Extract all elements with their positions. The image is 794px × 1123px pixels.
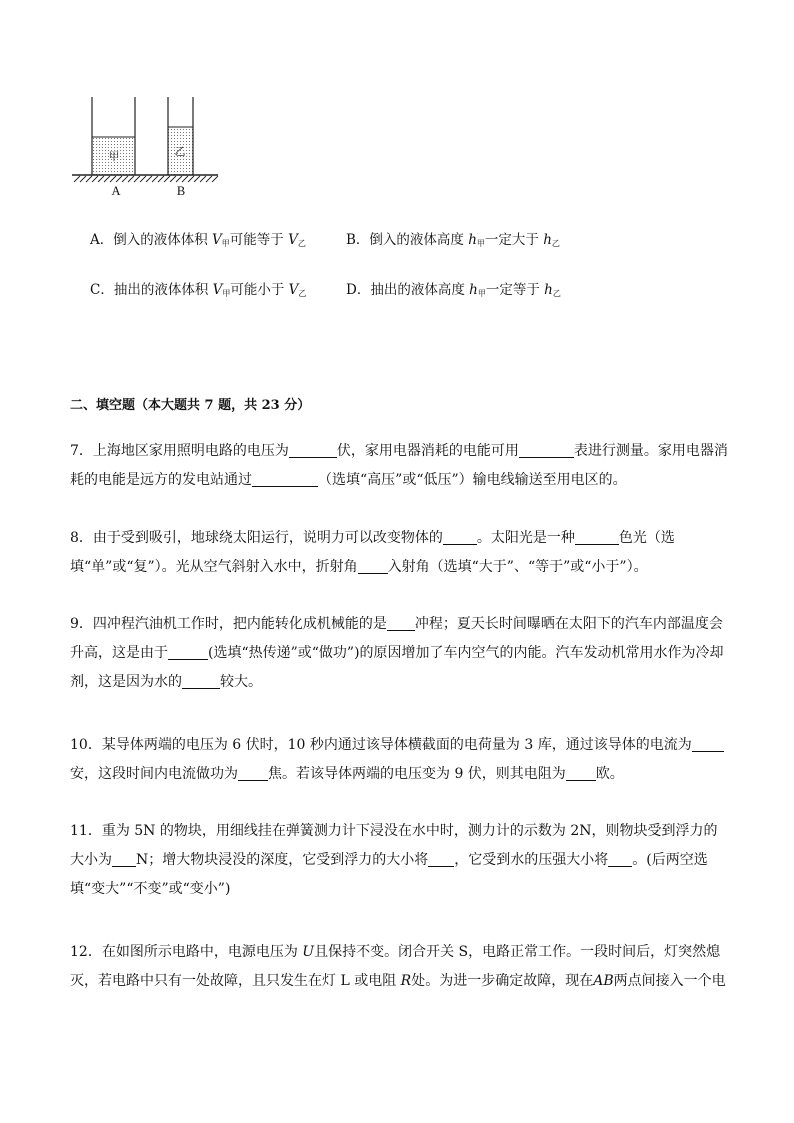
answer-blank[interactable] [575,528,619,545]
answer-blank[interactable] [168,643,208,660]
question-12: 12．在如图所示电路中，电源电压为 U且保持不变。闭合开关 S，电路正常工作。一段时间后，灯突然熄灭，若电路中只有一处故障，且只发生在灯 L 或电阻 R处。为进一步确定故障，现在AB两点间接入一个电 [70,944,726,989]
option-a: A．倒入的液体体积 $V_甲$可能等于 $V_乙$ [90,232,306,248]
answer-blank[interactable] [289,441,337,458]
option-c: C．抽出的液体体积 $V_甲$可能小于 $V_乙$ [90,282,307,298]
question-10: 10．某导体两端的电压为 6 伏时，10 秒内通过该导体横截面的电荷量为 3 库，通过该导体的电流为安，这段时间内电流做功为 焦。若该导体两端的电压变为 9 伏，则其电阻为 欧。 [70,731,730,789]
answer-blank[interactable] [358,557,388,574]
answer-blank[interactable] [608,850,632,867]
answer-blank[interactable] [428,850,454,867]
option-d: D．抽出的液体高度 $h_甲$一定等于 $h_乙$ [346,282,561,298]
answer-blank[interactable] [182,672,220,689]
answer-blank[interactable] [238,764,268,781]
answer-blank[interactable] [112,850,136,867]
section-title: 二、填空题（本大题共 7 题，共 23 分） [70,398,311,413]
containers-figure [68,92,228,202]
question-7: 7．上海地区家用照明电路的电压为 伏，家用电器消耗的电能可用 表进行测量。家用电器消耗的电能是远方的发电站通过 （选填“高压”或“低压”）输电线输送至用电区的。 [70,443,728,488]
answer-blank[interactable] [443,528,477,545]
answer-blank[interactable] [252,470,318,487]
question-11: 11．重为 5N 的物块，用细线挂在弹簧测力计下浸没在水中时，测力计的示数为 2N，则物块受到浮力的大小为 N；增大物块浸没的深度，它受到浮力的大小将 ，它受到水的压强大小将 。(后两空选填“变大”“不变”或“变小”) [70,823,718,897]
question-9: 9．四冲程汽油机工作时，把内能转化成机械能的是 冲程；夏天长时间曝晒在太阳下的汽车内部温度会升高，这是由于 (选填“热传递”或“做功”)的原因增加了车内空气的内能。汽车发动机常用水作为冷却剂，这是因为水的 较大。 [70,616,724,690]
container-b-liquid-label: 乙 [174,145,186,158]
container-b-label: B [176,184,186,198]
ground-hatching [74,176,218,182]
answer-blank[interactable] [566,764,596,781]
option-b: B．倒入的液体高度 $h_甲$一定大于 $h_乙$ [346,232,560,248]
answer-blank[interactable] [519,441,574,458]
container-a-liquid-label: 甲 [108,150,120,163]
question-8: 8．由于受到吸引，地球绕太阳运行，说明力可以改变物体的 。太阳光是一种 色光（选填“单”或“复”）。光从空气斜射入水中，折射角 入射角（选填“大于”、“等于”或“小于”）。 [70,530,675,575]
answer-blank[interactable] [387,614,415,631]
container-a-label: A [111,184,121,198]
answer-blank[interactable] [692,735,724,752]
